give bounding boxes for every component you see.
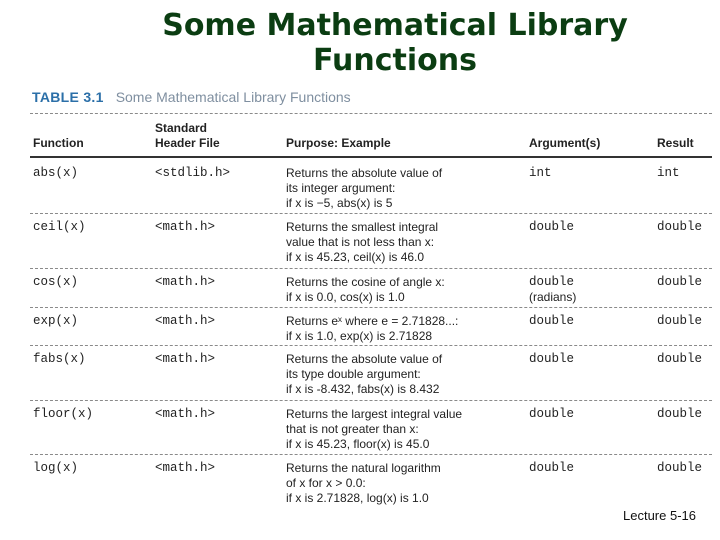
row-divider bbox=[30, 454, 712, 455]
result-cell: double bbox=[657, 461, 703, 475]
purpose-line: Returns the absolute value of bbox=[286, 352, 443, 366]
argument-cell bbox=[529, 166, 552, 181]
function-cell: ceil(x) bbox=[33, 220, 86, 234]
purpose-cell bbox=[286, 220, 522, 265]
argument-cell bbox=[529, 275, 576, 305]
header-file-cell: <math.h> bbox=[155, 407, 216, 421]
argument-type: double bbox=[529, 461, 575, 475]
argument-cell bbox=[529, 407, 574, 422]
argument-cell bbox=[529, 314, 574, 329]
row-divider bbox=[30, 268, 712, 269]
function-cell: exp(x) bbox=[33, 314, 79, 328]
purpose-line: if x is 45.23, ceil(x) is 46.0 bbox=[286, 250, 425, 264]
table-caption-text: Some Mathematical Library Functions bbox=[115, 89, 351, 105]
purpose-line: of x for x > 0.0: bbox=[286, 476, 366, 490]
purpose-line: Returns the cosine of angle x: bbox=[286, 275, 445, 289]
argument-type: double bbox=[529, 407, 575, 421]
argument-cell bbox=[529, 461, 574, 476]
purpose-line: Returns eˣ where e = 2.71828...: bbox=[286, 314, 459, 328]
header-file-line-2: Header File bbox=[155, 136, 220, 150]
argument-type: double bbox=[529, 314, 575, 328]
result-cell: double bbox=[657, 314, 703, 328]
argument-note: (radians) bbox=[529, 290, 577, 304]
header-arguments: Argument(s) bbox=[529, 136, 601, 150]
purpose-line: if x is -8.432, fabs(x) is 8.432 bbox=[286, 382, 440, 396]
purpose-line: if x is 1.0, exp(x) is 2.71828 bbox=[286, 329, 433, 343]
row-divider bbox=[30, 213, 712, 214]
header-file-cell: <math.h> bbox=[155, 352, 216, 366]
purpose-line: if x is 45.23, floor(x) is 45.0 bbox=[286, 437, 430, 451]
header-file-cell: <math.h> bbox=[155, 461, 216, 475]
purpose-cell bbox=[286, 275, 522, 305]
row-divider bbox=[30, 345, 712, 346]
result-cell: double bbox=[657, 352, 703, 366]
table-label: TABLE 3.1 bbox=[32, 89, 104, 105]
purpose-line: Returns the natural logarithm bbox=[286, 461, 441, 475]
purpose-line: that is not greater than x: bbox=[286, 422, 419, 436]
function-cell: abs(x) bbox=[33, 166, 79, 180]
function-cell: floor(x) bbox=[33, 407, 94, 421]
header-file-line-1: Standard bbox=[155, 121, 208, 135]
purpose-line: if x is 2.71828, log(x) is 1.0 bbox=[286, 491, 429, 505]
argument-type: int bbox=[529, 166, 552, 180]
row-divider bbox=[30, 307, 712, 308]
slide-title-line-2: Functions bbox=[313, 43, 477, 78]
purpose-line: if x is −5, abs(x) is 5 bbox=[286, 196, 393, 210]
purpose-line: Returns the smallest integral bbox=[286, 220, 439, 234]
header-file-cell: <math.h> bbox=[155, 275, 216, 289]
slide-footer: Lecture 5-16 bbox=[623, 508, 696, 523]
purpose-line: its type double argument: bbox=[286, 367, 421, 381]
argument-type: double bbox=[529, 275, 575, 289]
slide-title bbox=[120, 8, 670, 78]
header-purpose: Purpose: Example bbox=[286, 136, 391, 150]
header-file-cell: <stdlib.h> bbox=[155, 166, 231, 180]
header-file-cell: <math.h> bbox=[155, 220, 216, 234]
purpose-line: Returns the absolute value of bbox=[286, 166, 443, 180]
purpose-line: value that is not less than x: bbox=[286, 235, 435, 249]
purpose-cell bbox=[286, 166, 522, 211]
purpose-line: if x is 0.0, cos(x) is 1.0 bbox=[286, 290, 405, 304]
row-divider bbox=[30, 400, 712, 401]
argument-type: double bbox=[529, 220, 575, 234]
header-result: Result bbox=[657, 136, 694, 150]
argument-type: double bbox=[529, 352, 575, 366]
header-standard-header-file bbox=[155, 121, 220, 151]
purpose-line: its integer argument: bbox=[286, 181, 396, 195]
result-cell: double bbox=[657, 407, 703, 421]
slide-title-line-1: Some Mathematical Library bbox=[162, 8, 628, 43]
result-cell: int bbox=[657, 166, 680, 180]
purpose-cell bbox=[286, 352, 522, 397]
purpose-cell bbox=[286, 314, 522, 344]
header-divider bbox=[30, 156, 712, 158]
result-cell: double bbox=[657, 275, 703, 289]
argument-cell bbox=[529, 352, 574, 367]
function-cell: log(x) bbox=[33, 461, 79, 475]
header-function: Function bbox=[33, 136, 84, 150]
function-cell: cos(x) bbox=[33, 275, 79, 289]
result-cell: double bbox=[657, 220, 703, 234]
argument-cell bbox=[529, 220, 574, 235]
purpose-line: Returns the largest integral value bbox=[286, 407, 463, 421]
purpose-cell bbox=[286, 407, 522, 452]
table-caption bbox=[32, 89, 351, 105]
header-file-cell: <math.h> bbox=[155, 314, 216, 328]
caption-divider bbox=[30, 113, 712, 114]
function-cell: fabs(x) bbox=[33, 352, 86, 366]
purpose-cell bbox=[286, 461, 522, 506]
